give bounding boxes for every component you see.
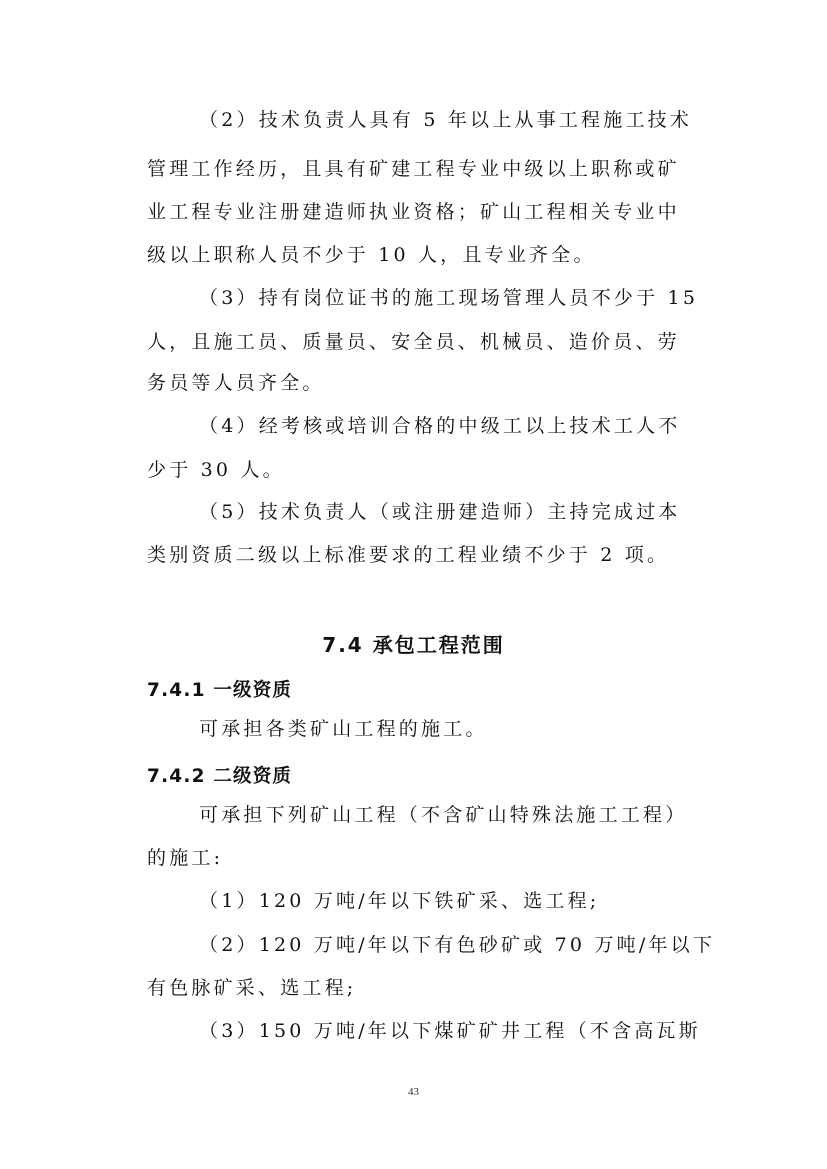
subsection-title: 7.4.1 一级资质 (147, 680, 293, 701)
text-line: 管理工作经历，且具有矿建工程专业中级以上职称或矿 (147, 158, 680, 180)
page-number: 43 (408, 1086, 419, 1098)
section-title: 7.4 承包工程范围 (322, 633, 505, 657)
text-line: 可承担下列矿山工程（不含矿山特殊法施工工程） (199, 804, 688, 826)
text-line: （4）经考核或培训合格的中级工以上技术工人不 (199, 415, 681, 437)
text-line: （2）120 万吨/年以下有色砂矿或 70 万吨/年以下 (199, 934, 716, 956)
subsection-title: 7.4.2 二级资质 (147, 766, 293, 787)
text-line: （5）技术负责人（或注册建造师）主持完成过本 (199, 501, 681, 523)
text-line: 业工程专业注册建造师执业资格；矿山工程相关专业中 (147, 201, 680, 223)
text-line: 的施工: (147, 847, 224, 869)
text-line: 类别资质二级以上标准要求的工程业绩不少于 2 项。 (147, 544, 670, 566)
text-line: （1）120 万吨/年以下铁矿采、选工程; (199, 890, 600, 912)
text-line: 可承担各类矿山工程的施工。 (199, 718, 488, 740)
text-line: 级以上职称人员不少于 10 人，且专业齐全。 (147, 244, 596, 266)
text-line: 有色脉矿采、选工程; (147, 977, 357, 999)
text-line: （3）150 万吨/年以下煤矿矿井工程（不含高瓦斯 (199, 1020, 701, 1042)
text-line: 少于 30 人。 (147, 459, 285, 481)
text-line: （3）持有岗位证书的施工现场管理人员不少于 15 (199, 287, 699, 309)
text-line: （2）技术负责人具有 5 年以上从事工程施工技术 (199, 109, 693, 131)
text-line: 人，且施工员、质量员、安全员、机械员、造价员、劳 (147, 331, 680, 353)
text-line: 务员等人员齐全。 (147, 372, 325, 394)
